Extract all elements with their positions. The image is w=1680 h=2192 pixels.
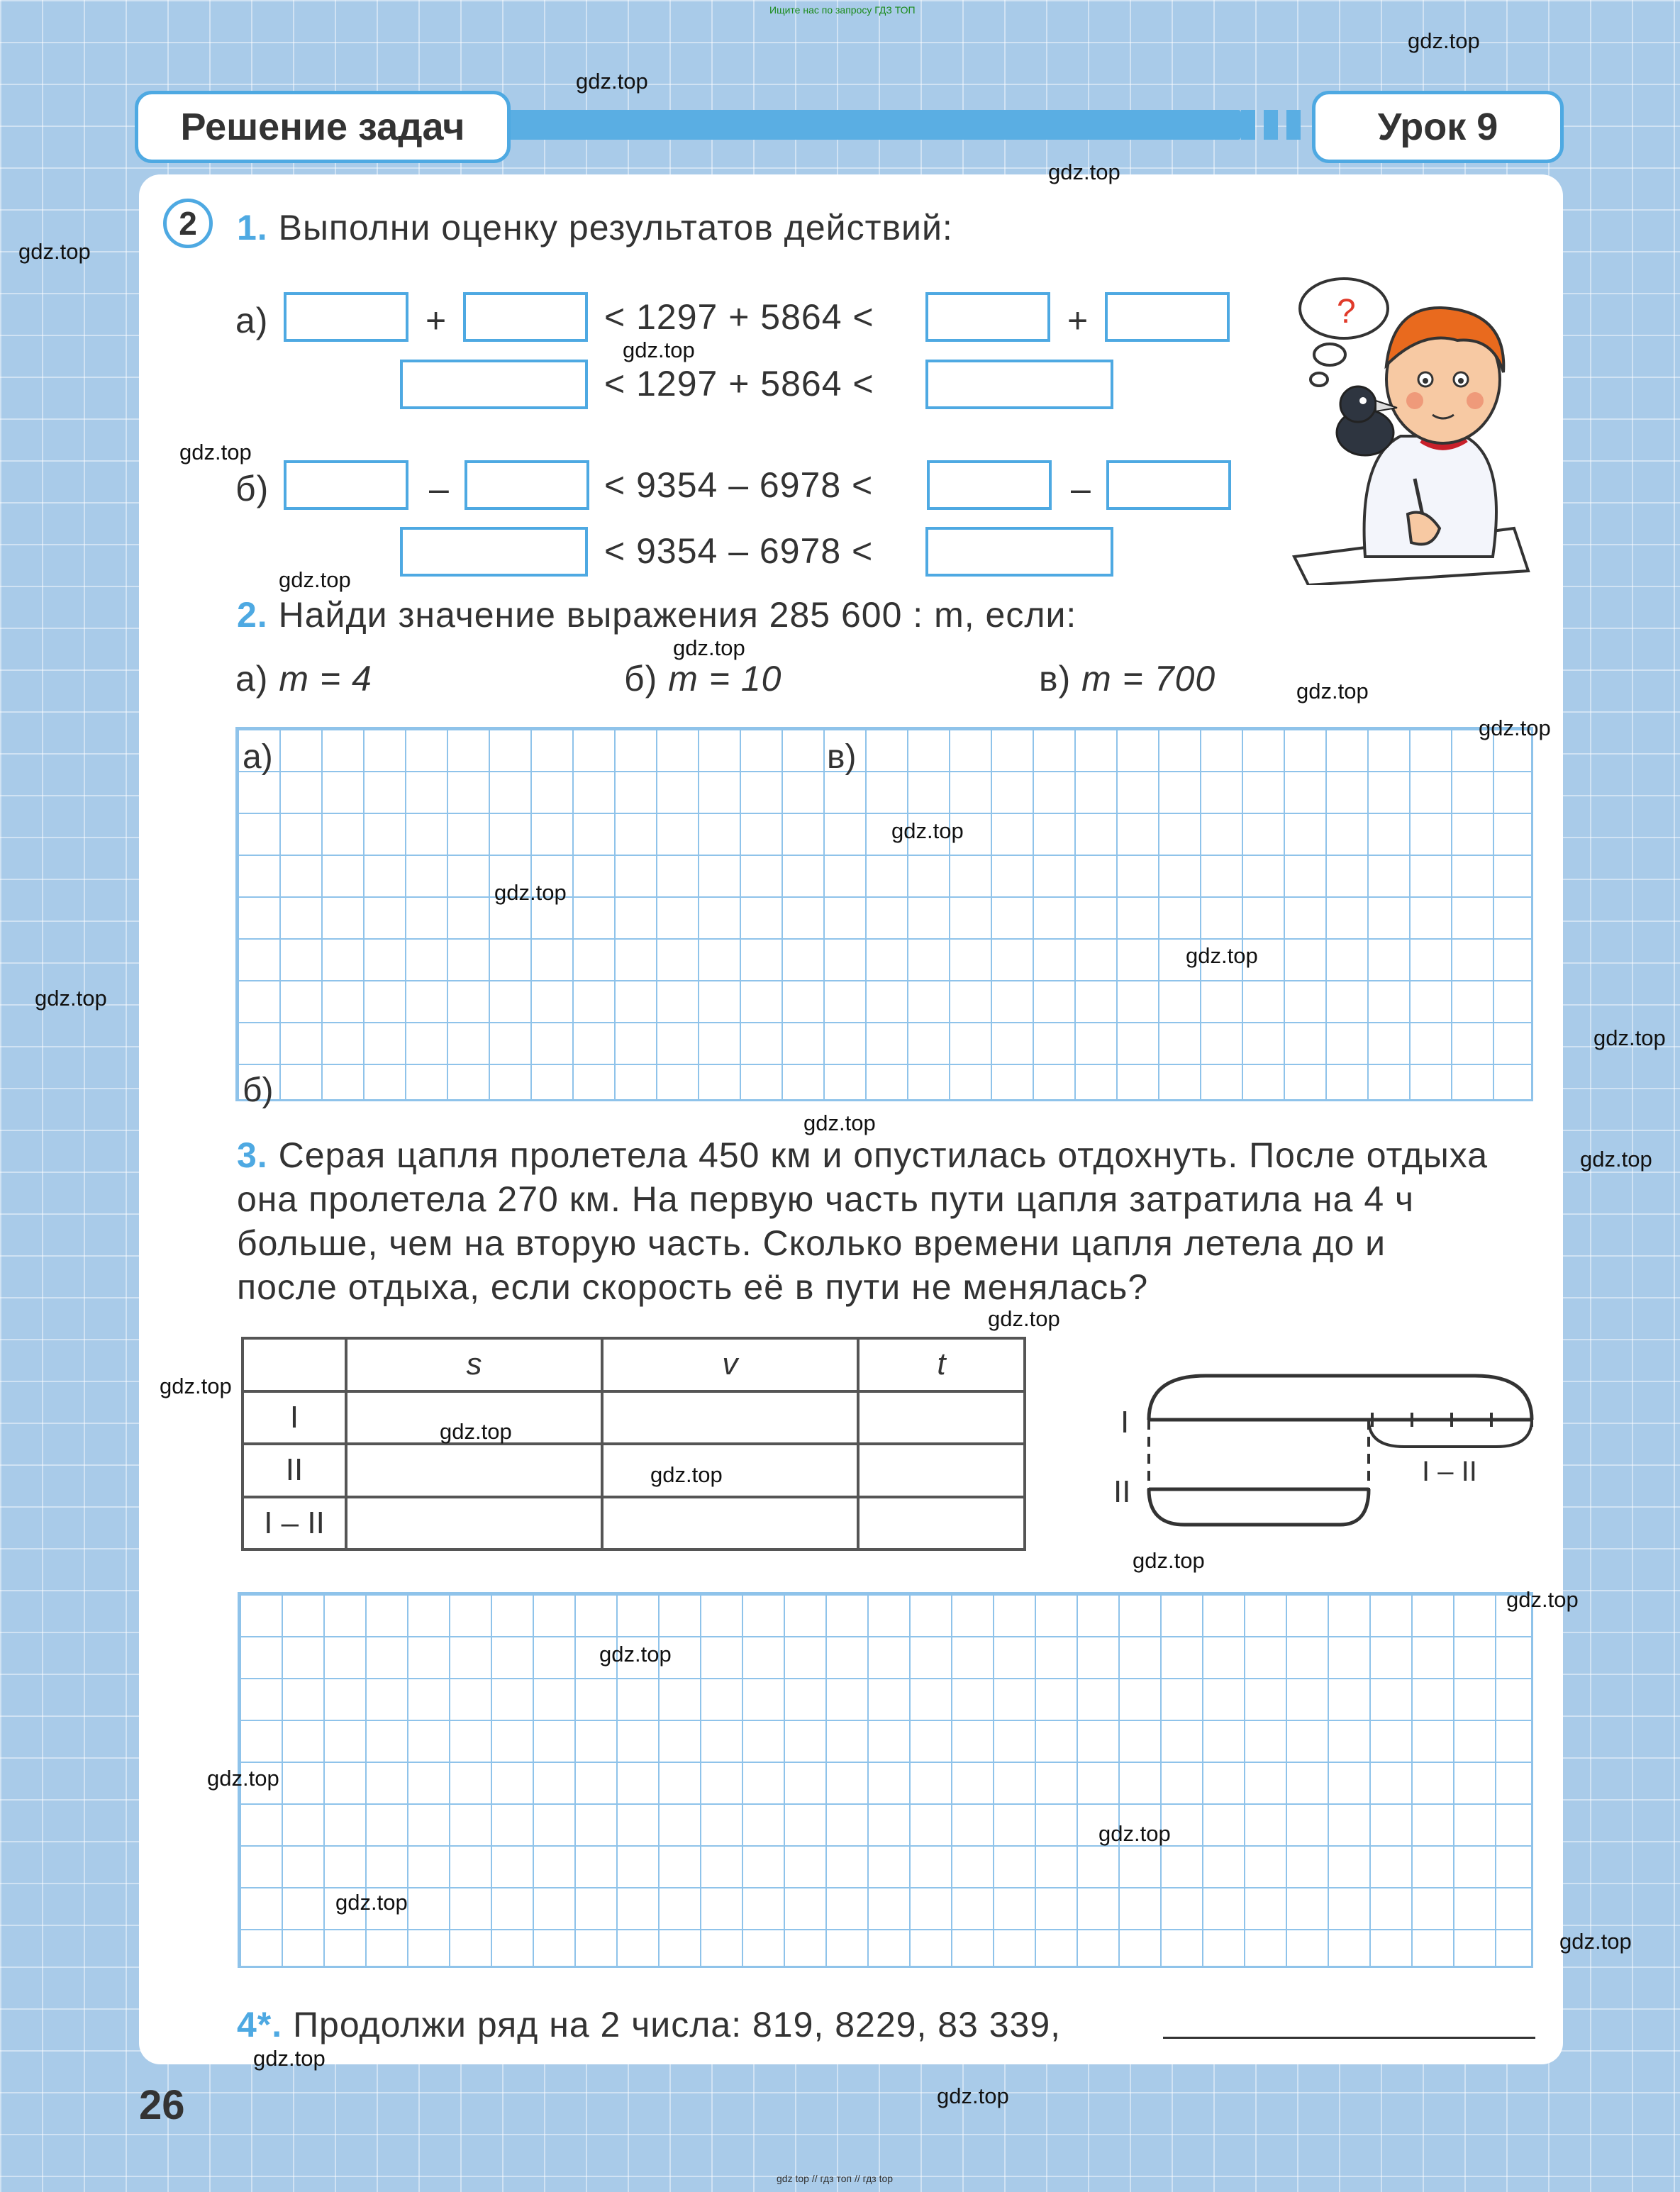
watermark: gdz.top xyxy=(988,1306,1060,1331)
task1-a-expr-1: < 1297 + 5864 < xyxy=(604,297,874,337)
task1-a-box-2[interactable] xyxy=(463,292,588,342)
watermark: gdz.top xyxy=(673,635,745,660)
task3-line-4: после отдыха, если скорость её в пути не менялась? xyxy=(237,1267,1149,1307)
task1-text: Выполни оценку результатов действий: xyxy=(278,208,953,247)
table-row-label: II xyxy=(243,1444,346,1497)
boy-thinking-illustration xyxy=(1280,273,1542,585)
table-row xyxy=(243,1444,1025,1497)
task2-option-b xyxy=(624,658,781,699)
watermark: gdz.top xyxy=(279,567,351,592)
watermark: gdz.top xyxy=(1186,943,1258,968)
task1-number: 1. xyxy=(237,208,268,247)
task2-option-b-value: m = 10 xyxy=(668,659,782,699)
task1-a-box-1[interactable] xyxy=(284,292,408,342)
task1-a-box-4[interactable] xyxy=(1105,292,1230,342)
watermark: gdz.top xyxy=(160,1374,232,1398)
watermark: gdz.top xyxy=(576,69,648,94)
table-corner-cell xyxy=(243,1338,346,1391)
table-row xyxy=(243,1391,1025,1445)
level-badge: 2 xyxy=(163,199,213,248)
watermark: gdz.top xyxy=(937,2083,1009,2108)
task3-segment-diagram xyxy=(1106,1362,1546,1532)
task3-line-1 xyxy=(237,1135,1488,1176)
task2-grid-label-a: а) xyxy=(243,738,273,776)
task1-b-box-4[interactable] xyxy=(1106,460,1231,510)
watermark: gdz.top xyxy=(207,1766,279,1791)
watermark: gdz.top xyxy=(18,239,91,264)
watermark: gdz.top xyxy=(1048,160,1120,184)
task1-b-expr-2: < 9354 – 6978 < xyxy=(604,531,874,571)
table-header-row xyxy=(243,1338,1025,1391)
watermark: gdz.top xyxy=(599,1642,672,1667)
task2-text: Найди значение выражения 285 600 : m, если: xyxy=(278,595,1077,635)
task1-b-box-2[interactable] xyxy=(464,460,589,510)
watermark: gdz.top xyxy=(253,2046,326,2071)
section-title: Решение задач xyxy=(135,91,511,163)
diagram-label-2: II xyxy=(1113,1474,1131,1509)
task2-number: 2. xyxy=(237,595,268,635)
task2-option-c xyxy=(1039,658,1216,699)
task2-option-c-label: в) xyxy=(1039,659,1072,699)
task1-b-label: б) xyxy=(235,469,269,508)
task1-b-minus-2: – xyxy=(1071,469,1091,508)
watermark: gdz.top xyxy=(1580,1147,1652,1172)
table-row-label: I xyxy=(243,1391,346,1445)
task2-heading xyxy=(237,594,1077,635)
watermark: gdz.top xyxy=(1506,1587,1579,1612)
table-row xyxy=(243,1497,1025,1550)
task2-option-a xyxy=(235,658,372,699)
task1-b-box-1[interactable] xyxy=(284,460,408,510)
watermark: gdz.top xyxy=(494,880,567,905)
task1-a-sum-high-box[interactable] xyxy=(925,360,1113,409)
watermark: gdz.top xyxy=(1098,1821,1171,1846)
task4-text: Продолжи ряд на 2 числа: 819, 8229, 83 339, xyxy=(293,2005,1062,2044)
watermark: gdz.top xyxy=(623,338,695,362)
task2-option-b-label: б) xyxy=(624,659,658,699)
task1-a-sum-low-box[interactable] xyxy=(400,360,588,409)
table-header-v: v xyxy=(602,1338,858,1391)
watermark: gdz.top xyxy=(440,1419,512,1444)
task1-b-diff-low-box[interactable] xyxy=(400,527,588,577)
watermark: gdz.top xyxy=(179,440,252,464)
task2-grid-label-c: в) xyxy=(827,738,857,776)
watermark: gdz.top xyxy=(335,1890,408,1915)
task1-a-label: а) xyxy=(235,301,269,340)
table-cell[interactable] xyxy=(602,1497,858,1550)
table-cell[interactable] xyxy=(602,1444,858,1497)
table-header-s: s xyxy=(346,1338,602,1391)
task1-b-expr-1: < 9354 – 6978 < xyxy=(604,465,874,505)
table-cell[interactable] xyxy=(602,1391,858,1445)
watermark: gdz.top xyxy=(1479,716,1551,740)
table-cell[interactable] xyxy=(858,1497,1025,1550)
task3-line-1-text: Серая цапля пролетела 450 км и опустилась отдохнуть. После отдыха xyxy=(278,1135,1489,1175)
top-note: Ищите нас по запросу ГДЗ ТОП xyxy=(769,4,916,16)
diagram-label-diff: I – II xyxy=(1422,1456,1477,1487)
task2-answer-grid[interactable] xyxy=(235,727,1533,1101)
task2-option-a-value: m = 4 xyxy=(279,659,372,699)
page-number: 26 xyxy=(139,2082,185,2128)
table-row-label: I – II xyxy=(243,1497,346,1550)
table-header-t: t xyxy=(858,1338,1025,1391)
task1-b-minus-1: – xyxy=(429,469,450,508)
task4-number: 4*. xyxy=(237,2005,283,2044)
thought-bubble-icon xyxy=(1300,279,1388,386)
lesson-badge: Урок 9 xyxy=(1312,91,1564,163)
watermark: gdz.top xyxy=(1593,1025,1666,1050)
watermark: gdz.top xyxy=(1133,1548,1205,1573)
task3-answer-grid[interactable] xyxy=(238,1592,1533,1968)
watermark: gdz.top xyxy=(1559,1929,1632,1954)
task4-line xyxy=(237,2004,1061,2045)
task4-answer-line[interactable] xyxy=(1163,2037,1535,2039)
task1-a-expr-2: < 1297 + 5864 < xyxy=(604,364,874,404)
table-cell[interactable] xyxy=(858,1391,1025,1445)
watermark: gdz.top xyxy=(891,818,964,843)
watermark: gdz.top xyxy=(1408,28,1480,53)
task1-b-diff-high-box[interactable] xyxy=(925,527,1113,577)
task2-option-a-label: а) xyxy=(235,659,269,699)
watermark: gdz.top xyxy=(650,1462,723,1487)
task3-line-2: она пролетела 270 км. На первую часть пути цапля затратила на 4 ч xyxy=(237,1179,1415,1219)
table-cell[interactable] xyxy=(346,1497,602,1550)
task1-a-box-3[interactable] xyxy=(925,292,1050,342)
task1-a-plus-2: + xyxy=(1067,301,1089,340)
task1-b-box-3[interactable] xyxy=(927,460,1052,510)
svg-text:?: ? xyxy=(1337,293,1356,330)
table-cell[interactable] xyxy=(346,1444,602,1497)
task3-data-table xyxy=(241,1337,1026,1551)
watermark: gdz.top xyxy=(803,1111,876,1135)
diagram-label-1: I xyxy=(1120,1405,1130,1440)
task1-heading xyxy=(237,207,953,248)
watermark: gdz.top xyxy=(35,986,107,1011)
task2-grid-label-b: б) xyxy=(243,1072,274,1109)
table-cell[interactable] xyxy=(858,1444,1025,1497)
task1-a-plus-1: + xyxy=(425,301,447,340)
task3-line-3: больше, чем на вторую часть. Сколько времени цапля летела до и xyxy=(237,1223,1386,1263)
task3-number: 3. xyxy=(237,1135,268,1175)
watermark: gdz.top xyxy=(1296,679,1369,703)
bottom-note: gdz top // гдз топ // гдз top xyxy=(777,2173,894,2184)
task2-option-c-value: m = 700 xyxy=(1081,659,1216,699)
